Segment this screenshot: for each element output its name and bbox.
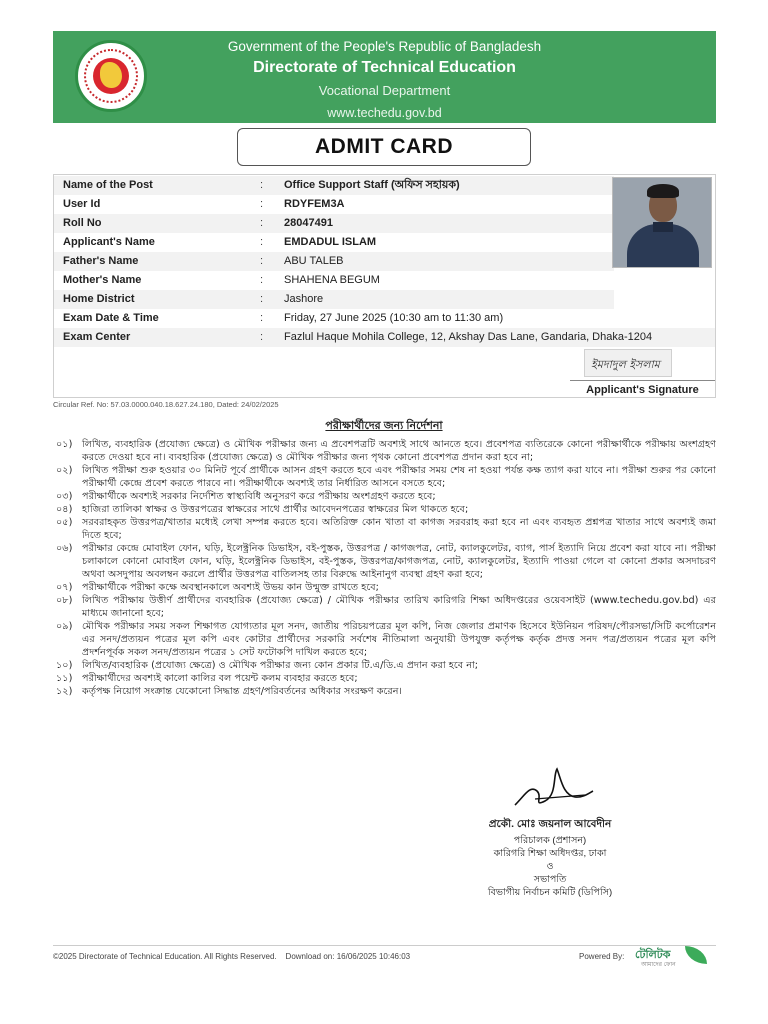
- signature-caption: Applicant's Signature: [570, 380, 715, 396]
- value-home-district: Jashore: [284, 293, 324, 305]
- instruction-item: ০১) লিখিত, ব্যবহারিক (প্রযোজ্য ক্ষেত্রে) ও মৌখিক পরীক্ষার জন্য এ প্রবেশপত্রটি অবশ্যই সাথে আনতে হবে। প্রবেশপত্র ব্যতিরেকে কোনো পরীক্ষার্থীকে পরীক্ষায় অংশগ্রহণ করতে দেওয়া হবে না। ব্যবহারিক (প্রযোজ্য ক্ষেত্রে) ও মৌখিক পরীক্ষার জন্য পৃথক কোনো প্রবেশপত্র প্রদান করা হবে না;: [56, 439, 716, 463]
- instruction-item: ০৩) পরীক্ষার্থীকে অবশ্যই সরকার নির্দেশিত স্বাস্থ্যবিধি অনুসরণ করে পরীক্ষায় অংশগ্রহণ করতে হবে;: [56, 491, 436, 502]
- row-user-id: User Id : RDYFEM3A: [54, 195, 614, 214]
- label-exam-date: Exam Date & Time: [63, 312, 159, 324]
- instructions-title: পরীক্ষার্থীদের জন্য নির্দেশনা: [325, 420, 443, 432]
- footer-copyright: ©2025 Directorate of Technical Education. All Rights Reserved. Download on: 16/06/2025 10:46:03: [53, 952, 411, 961]
- label-home-district: Home District: [63, 293, 135, 305]
- instruction-item: ০২) লিখিত পরীক্ষা শুরু হওয়ার ৩০ মিনিট পূর্বে প্রার্থীকে আসন গ্রহণ করতে হবে এবং পরীক্ষার সময় শেষ না হওয়া পর্যন্ত কক্ষ ত্যাগ করা যাবে না। পরীক্ষা শুরুর পর কোনো পরীক্ষার্থী কেন্দ্রে প্রবেশ করতে পারবে না। পরীক্ষার্থীকে অবশ্যই তার নির্ধারিত আসনে বসতে হবে;: [56, 465, 716, 489]
- value-exam-date: Friday, 27 June 2025 (10:30 am to 11:30 am): [284, 312, 504, 324]
- row-exam-center: Exam Center : Fazlul Haque Mohila College, 12, Akshay Das Lane, Gandaria, Dhaka-1204: [54, 328, 715, 347]
- instructions-list: [56, 438, 716, 698]
- instruction-item: ১২) কর্তৃপক্ষ নিয়োগ সংক্রান্ত যেকোনো সিদ্ধান্ত গ্রহণ/পরিবর্তনের অধিকার সংরক্ষণ করেন।: [56, 686, 402, 697]
- label-exam-center: Exam Center: [63, 331, 131, 343]
- authority-name: প্রকৌ. মোঃ জয়নাল আবেদীন: [488, 818, 612, 830]
- signature-image: ইমদাদুল ইসলাম: [584, 349, 672, 377]
- applicant-signature: [571, 343, 711, 381]
- value-mother-name: SHAHENA BEGUM: [284, 274, 380, 286]
- instruction-item: ০৮) লিখিত পরীক্ষায় উত্তীর্ণ প্রার্থীদের ব্যবহারিক (প্রযোজ্য ক্ষেত্রে) / মৌখিক পরীক্ষার তারিখ কারিগরি শিক্ষা অধিদপ্তরের ওয়েবসাইট (www.techedu.gov.bd) এর মাধ্যমে জানানো হবে;: [56, 595, 716, 619]
- value-applicant-name: EMDADUL ISLAM: [284, 236, 377, 248]
- authority-committee: বিভাগীয় নির্বাচন কমিটি (ডিপিসি): [487, 887, 613, 898]
- value-roll-no: 28047491: [284, 217, 333, 229]
- value-exam-center: Fazlul Haque Mohila College, 12, Akshay Das Lane, Gandaria, Dhaka-1204: [284, 331, 653, 343]
- row-father-name: Father's Name : ABU TALEB: [54, 252, 614, 271]
- teletalk-leaf-icon: [685, 946, 707, 964]
- circular-reference: Circular Ref. No: 57.03.0000.040.18.627.24.180, Dated: 24/02/2025: [53, 400, 279, 409]
- label-user-id: User Id: [63, 198, 101, 210]
- row-roll-no: Roll No : 28047491: [54, 214, 614, 233]
- authority-office: কারিগরি শিক্ষা অধিদপ্তর, ঢাকা: [493, 848, 607, 859]
- department-name: Vocational Department: [318, 83, 451, 98]
- footer: [53, 945, 716, 967]
- value-father-name: ABU TALEB: [284, 255, 344, 267]
- instruction-item: ১০) লিখিত/ব্যবহারিক (প্রযোজ্য ক্ষেত্রে) ও মৌখিক পরীক্ষার জন্য কোন প্রকার টি.এ/ডি.এ প্রদান করা হবে না;: [56, 660, 479, 671]
- value-user-id: RDYFEM3A: [284, 198, 345, 210]
- website-link[interactable]: www.techedu.gov.bd: [327, 106, 442, 120]
- label-roll-no: Roll No: [63, 217, 102, 229]
- authority-conjunction: ও: [546, 861, 554, 872]
- row-post: Name of the Post : Office Support Staff (অফিস সহায়ক): [54, 176, 614, 195]
- powered-by-label: Powered By:: [579, 952, 625, 961]
- label-mother-name: Mother's Name: [63, 274, 142, 286]
- label-applicant-name: Applicant's Name: [63, 236, 155, 248]
- authority-designation: পরিচালক (প্রশাসন): [513, 835, 587, 846]
- header-banner: [53, 31, 716, 123]
- instruction-item: ০৭) পরীক্ষার্থীকে পরীক্ষা কক্ষে অবস্থানকালে অবশ্যই উভয় কান উন্মুক্ত রাখতে হবে;: [56, 582, 379, 593]
- applicant-photo: [612, 177, 712, 268]
- instruction-item: ০৫) সরবরাহকৃত উত্তরপত্র/খাতার মধ্যেই লেখা সম্পন্ন করতে হবে। অতিরিক্ত কোন খাতা বা কাগজ সরবরাহ করা হবে না এবং ব্যবহৃত প্রশ্নপত্র খাতার সাথে অবশ্যই জমা দিতে হবে;: [56, 517, 716, 541]
- instruction-item: ০৯) মৌখিক পরীক্ষার সময় সকল শিক্ষাগত যোগ্যতার মূল সনদ, জাতীয় পরিচয়পত্রের মূল কপি, নিজ জেলার প্রমাণক হিসেবে ইউনিয়ন পরিষদ/পৌরসভা/সিটি কর্পোরেশন এর সনদ/প্রত্যয়ন পত্রের মূল কপি এবং কোটার প্রার্থীদের সরকারি সর্বশেষ নীতিমালা অনুযায়ী উপযুক্ত কর্তৃপক্ষ কর্তৃক প্রদত্ত সনদ পত্র/প্রত্যয়ন পত্রের মূল কপি প্রদর্শনপূর্বক সকল সনদ/প্রত্যয়ন পত্রের ১ সেট ফটোকপি দাখিল করতে হবে;: [56, 621, 716, 658]
- instruction-item: ০৬) পরীক্ষার কেন্দ্রে মোবাইল ফোন, ঘড়ি, ইলেক্ট্রনিক ডিভাইস, বই-পুস্তক, উত্তরপত্র / কাগজপত্র, নোট, ক্যালকুলেটর, ব্যাগ, পার্স ইত্যাদি নিয়ে প্রবেশ করা যাবে না। পরীক্ষা চলাকালে কোনো মোবাইল ফোন, ঘড়ি, ইলেক্ট্রনিক ডিভাইস, বই-পুস্তক, উত্তরপত্র/কাগজপত্র, নোট, ক্যালকুলেটর, ইত্যাদি পাওয়া গেলে বা কোনো প্রকার অসদাচরণ অথবা অসদুপায় অবলম্বন করলে প্রার্থীর উত্তরপত্র বাতিলসহ তার বিরুদ্ধে আইনানুগ ব্যবস্থা গ্রহণ করা হবে;: [56, 543, 716, 580]
- label-post: Name of the Post: [63, 179, 153, 191]
- label-father-name: Father's Name: [63, 255, 139, 267]
- row-exam-date: Exam Date & Time : Friday, 27 June 2025 (10:30 am to 11:30 am): [54, 309, 715, 328]
- government-name: Government of the People's Republic of Bangladesh: [227, 39, 542, 54]
- value-post: Office Support Staff (অফিস সহায়ক): [284, 179, 460, 191]
- teletalk-logo: টেলিটক আমাদের ফোন: [635, 946, 717, 968]
- row-applicant-name: Applicant's Name : EMDADUL ISLAM: [54, 233, 614, 252]
- instruction-item: ১১) পরীক্ষার্থীদের অবশ্যই কালো কালির বল পয়েন্ট কলম ব্যবহার করতে হবে;: [56, 673, 358, 684]
- authority-role: সভাপতি: [533, 874, 567, 885]
- bangladesh-govt-seal-icon: [75, 40, 147, 112]
- authority-signature-block: [440, 765, 660, 899]
- directorate-name: Directorate of Technical Education: [253, 59, 516, 76]
- row-home-district: Home District : Jashore: [54, 290, 614, 309]
- instruction-item: ০৪) হাজিরা তালিকা স্বাক্ষর ও উত্তরপত্রের স্বাক্ষরের সাথে প্রার্থীর আবেদনপত্রের স্বাক্ষরের মিল থাকতে হবে;: [56, 504, 469, 515]
- authority-signature-scribble: [440, 765, 660, 813]
- download-timestamp: Download on: 16/06/2025 10:46:03: [285, 952, 411, 961]
- admit-card-title: ADMIT CARD: [237, 128, 531, 166]
- row-mother-name: Mother's Name : SHAHENA BEGUM: [54, 271, 614, 290]
